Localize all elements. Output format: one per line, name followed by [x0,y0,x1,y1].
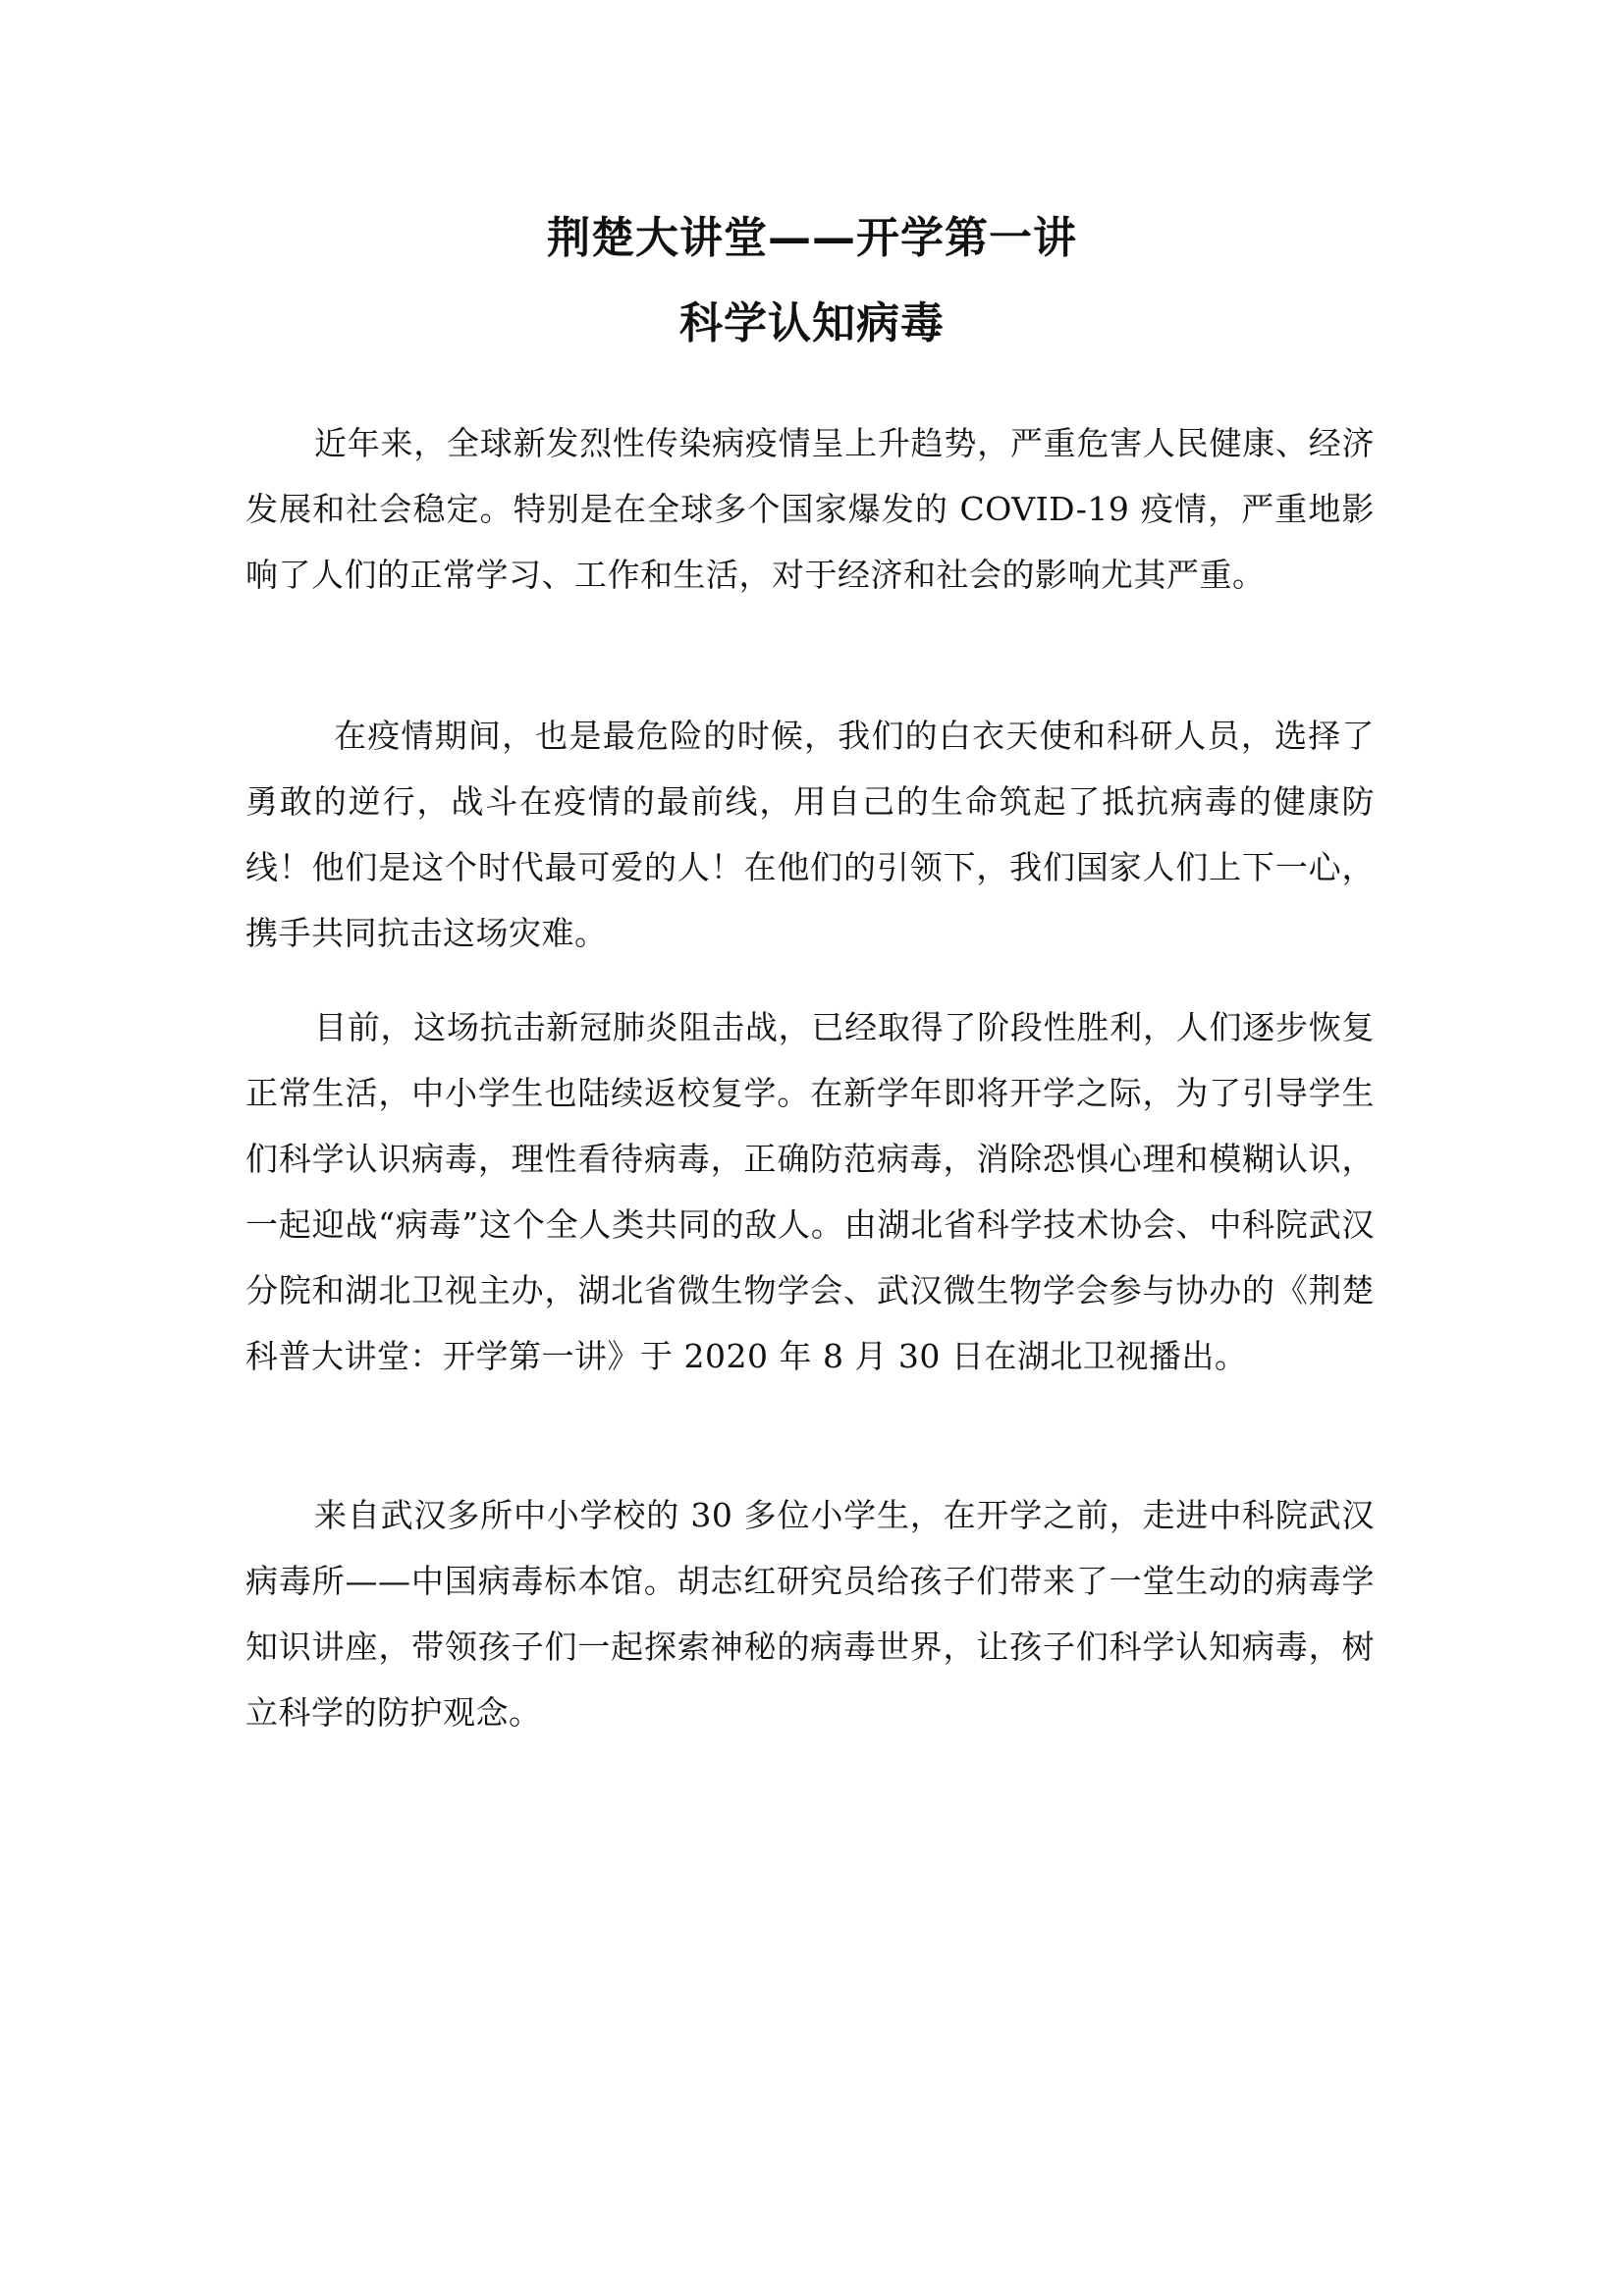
document-title: 荆楚大讲堂——开学第一讲 [547,213,1077,263]
paragraph-visit: 来自武汉多所中小学校的 30 多位小学生，在开学之前，走进中科院武汉病毒所——中国病毒标本馆。胡志红研究员给孩子们带来了一堂生动的病毒学知识讲座，带领孩子们一起探索神秘的病毒世界，让孩子们科学认知病毒，树立科学的防护观念。 [245,1496,1375,1732]
document-subtitle: 科学认知病毒 [679,298,945,348]
paragraph-frontline: 在疫情期间，也是最危险的时候，我们的白衣天使和科研人员，选择了勇敢的逆行，战斗在疫情的最前线，用自己的生命筑起了抵抗病毒的健康防线！他们是这个时代最可爱的人！在他们的引领下，我们国家人们上下一心，携手共同抗击这场灾难。 [245,717,1375,952]
paragraph-intro: 近年来，全球新发烈性传染病疫情呈上升趋势，严重危害人民健康、经济发展和社会稳定。特别是在全球多个国家爆发的 COVID-19 疫情，严重地影响了人们的正常学习、工作和生活，对于经济和社会的影响尤其严重。 [245,424,1375,594]
paragraph-broadcast: 目前，这场抗击新冠肺炎阻击战，已经取得了阶段性胜利，人们逐步恢复正常生活，中小学生也陆续返校复学。在新学年即将开学之际，为了引导学生们科学认识病毒，理性看待病毒，正确防范病毒，消除恐惧心理和模糊认识，一起迎战“病毒”这个全人类共同的敌人。由湖北省科学技术协会、中科院武汉分院和湖北卫视主办，湖北省微生物学会、武汉微生物学会参与协办的《荆楚科普大讲堂：开学第一讲》于 2020 年 8 月 30 日在湖北卫视播出。 [245,1008,1375,1375]
